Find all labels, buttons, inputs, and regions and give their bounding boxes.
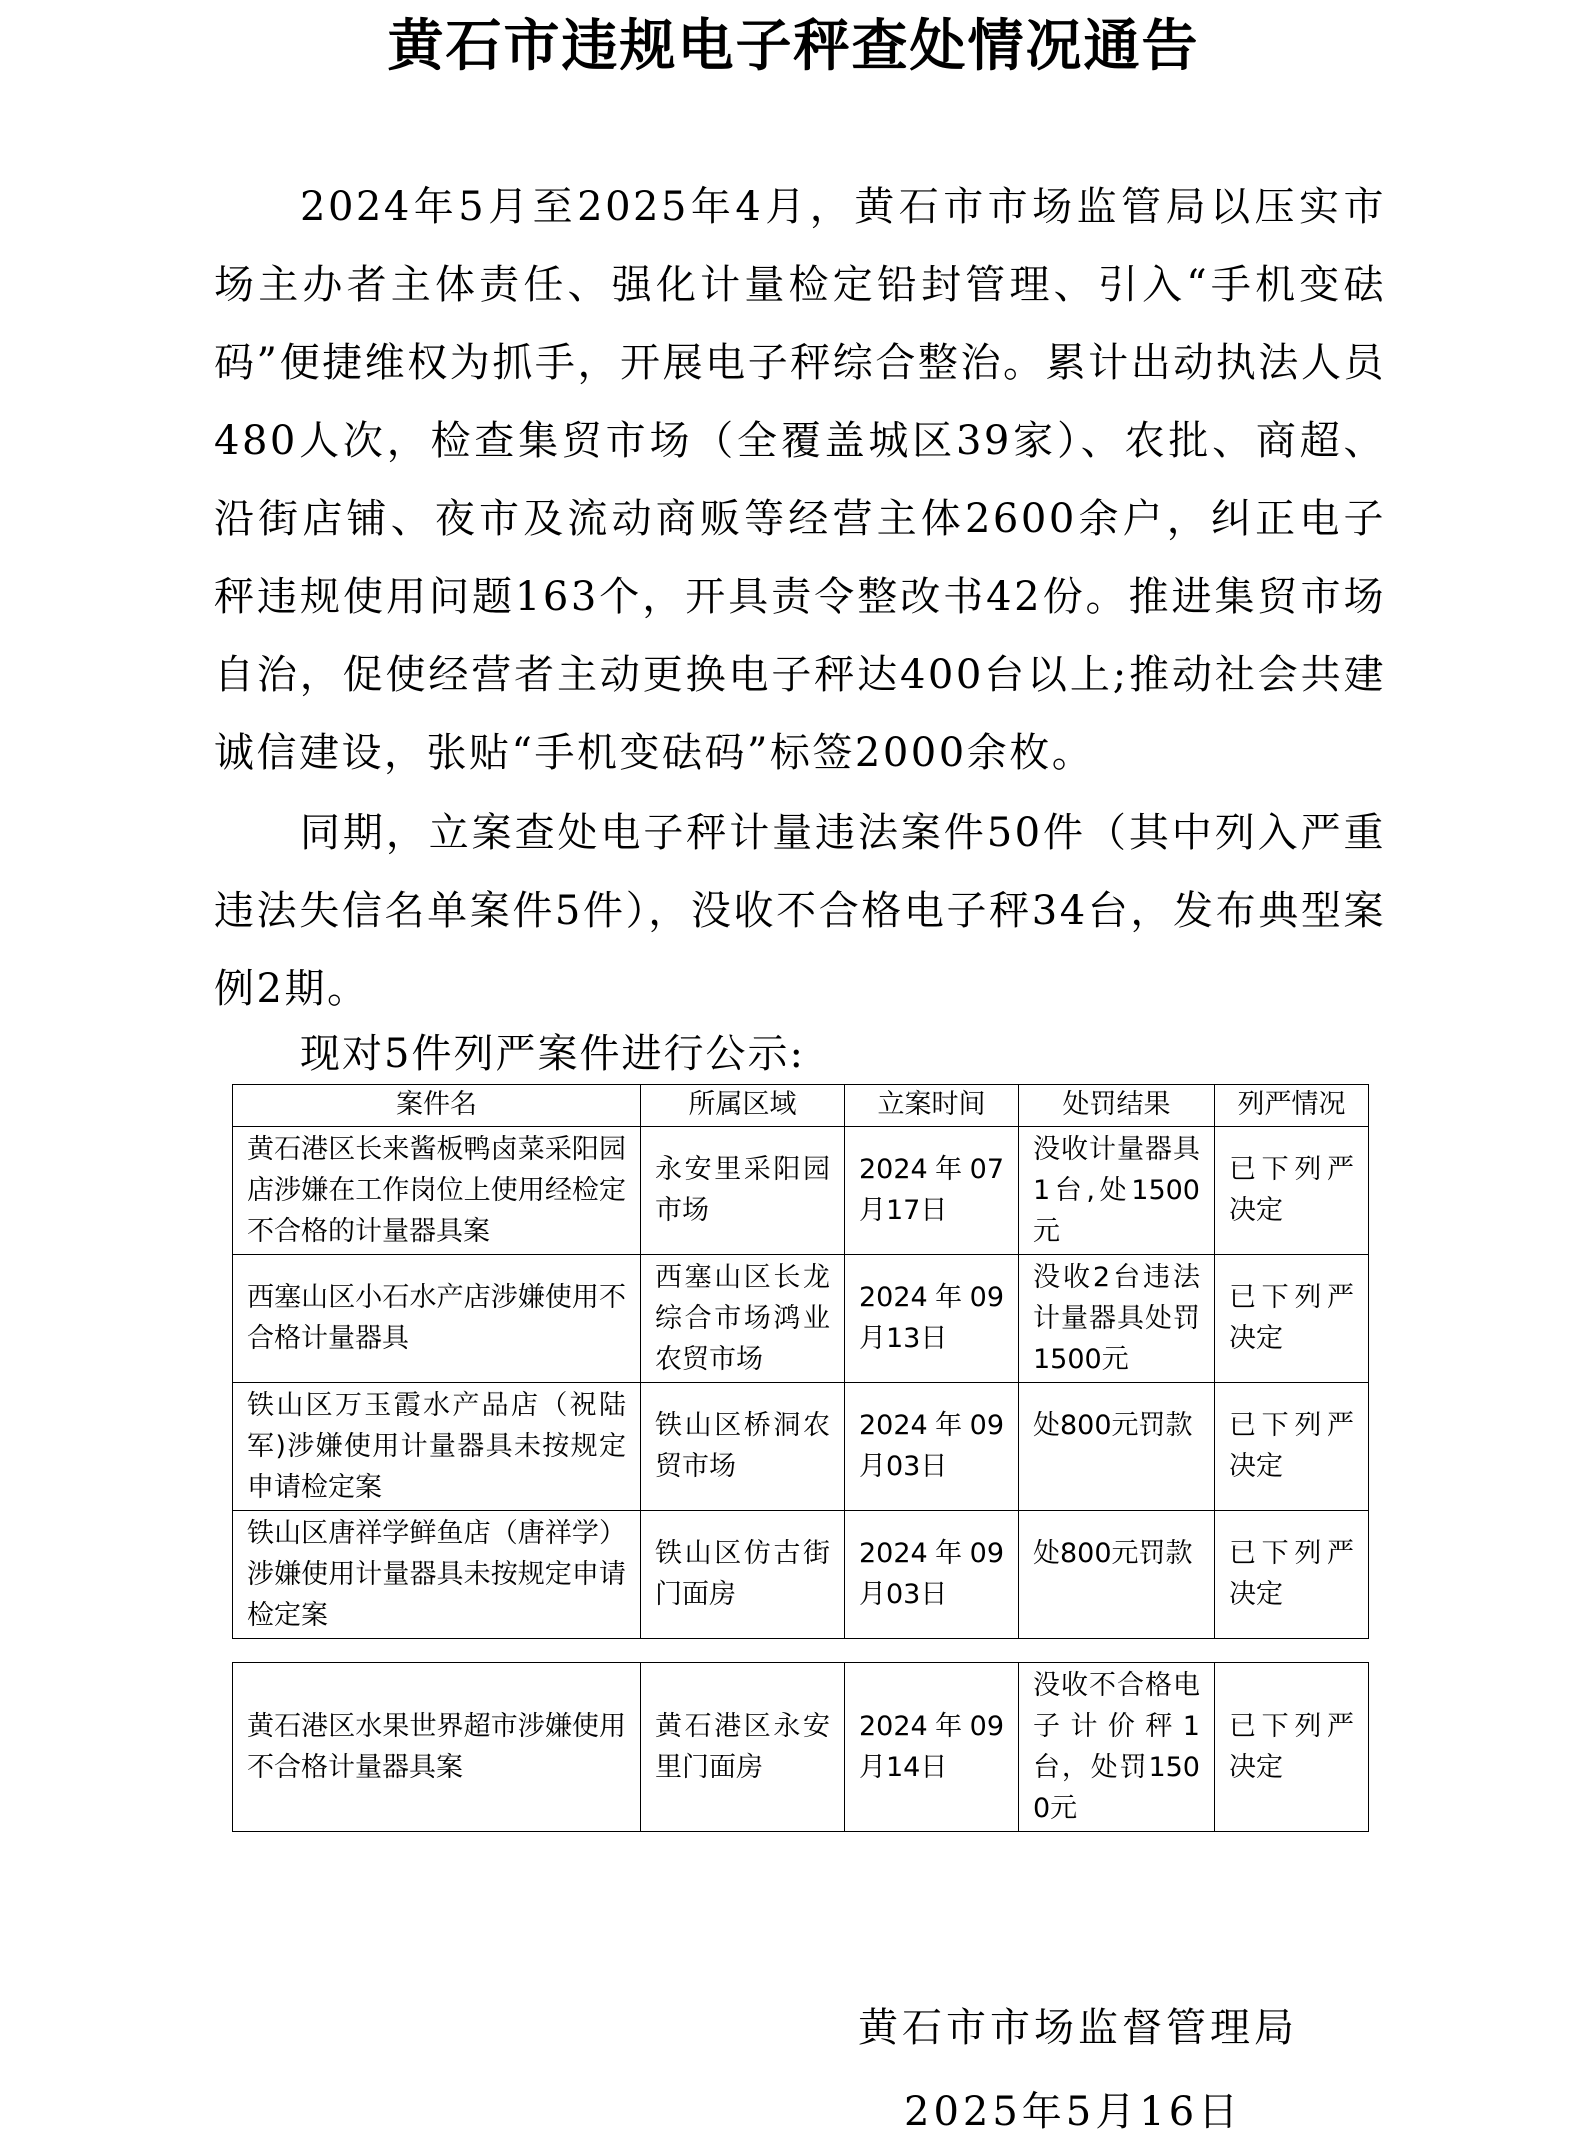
header-listing-status: 列严情况 xyxy=(1215,1085,1369,1127)
header-case-name: 案件名 xyxy=(233,1085,641,1127)
filing-date-cell: 2024年09月03日 xyxy=(845,1511,1019,1639)
table-header-row xyxy=(233,1085,1369,1127)
listing-status-cell: 已下列严决定 xyxy=(1215,1511,1369,1639)
case-name-cell: 黄石港区水果世界超市涉嫌使用不合格计量器具案 xyxy=(233,1663,641,1832)
penalty-cell: 没收2台违法计量器具处罚1500元 xyxy=(1019,1255,1215,1383)
cases-table xyxy=(232,1084,1369,1639)
table-row xyxy=(233,1127,1369,1255)
filing-date-cell: 2024年09月03日 xyxy=(845,1383,1019,1511)
issue-date: 2025年5月16日 xyxy=(904,2089,1243,2135)
header-penalty: 处罚结果 xyxy=(1019,1085,1215,1127)
region-cell: 永安里采阳园市场 xyxy=(641,1127,845,1255)
page-title: 黄石市违规电子秤查处情况通告 xyxy=(387,13,1200,79)
case-name-cell: 铁山区唐祥学鲜鱼店（唐祥学）涉嫌使用计量器具未按规定申请检定案 xyxy=(233,1511,641,1639)
filing-date-cell: 2024年09月13日 xyxy=(845,1255,1019,1383)
issuing-authority: 黄石市市场监督管理局 xyxy=(858,2005,1298,2051)
table-intro: 现对5件列严案件进行公示: xyxy=(300,1031,805,1077)
table-row xyxy=(233,1383,1369,1511)
listing-status-cell: 已下列严决定 xyxy=(1215,1383,1369,1511)
region-cell: 铁山区仿古街门面房 xyxy=(641,1511,845,1639)
region-cell: 黄石港区永安里门面房 xyxy=(641,1663,845,1832)
paragraph-1 xyxy=(214,168,1386,792)
table-row xyxy=(233,1255,1369,1383)
paragraph-2-text: 同期，立案查处电子秤计量违法案件50件（其中列入严重违法失信名单案件5件），没收不合格电子秤34台，发布典型案例2期。 xyxy=(214,810,1386,1012)
region-cell: 西塞山区长龙综合市场鸿业农贸市场 xyxy=(641,1255,845,1383)
paragraph-1-text: 2024年5月至2025年4月，黄石市市场监管局以压实市场主办者主体责任、强化计量检定铅封管理、引入“手机变砝码”便捷维权为抓手，开展电子秤综合整治。累计出动执法人员480人次，检查集贸市场（全覆盖城区39家）、农批、商超、沿街店铺、夜市及流动商贩等经营主体2600余户，纠正电子秤违规使用问题163个，开具责令整改书42份。推进集贸市场自治，促使经营者主动更换电子秤达400台以上;推动社会共建诚信建设，张贴“手机变砝码”标签2000余枚。 xyxy=(214,184,1386,776)
table-row xyxy=(233,1511,1369,1639)
penalty-cell: 处800元罚款 xyxy=(1019,1383,1215,1511)
case-name-cell: 黄石港区长来酱板鸭卤菜采阳园店涉嫌在工作岗位上使用经检定不合格的计量器具案 xyxy=(233,1127,641,1255)
listing-status-cell: 已下列严决定 xyxy=(1215,1255,1369,1383)
penalty-cell: 没收计量器具1台,处1500元 xyxy=(1019,1127,1215,1255)
paragraph-2 xyxy=(214,794,1386,1028)
case-name-cell: 西塞山区小石水产店涉嫌使用不合格计量器具 xyxy=(233,1255,641,1383)
listing-status-cell: 已下列严决定 xyxy=(1215,1127,1369,1255)
region-cell: 铁山区桥洞农贸市场 xyxy=(641,1383,845,1511)
filing-date-cell: 2024年07月17日 xyxy=(845,1127,1019,1255)
header-region: 所属区域 xyxy=(641,1085,845,1127)
header-filing-date: 立案时间 xyxy=(845,1085,1019,1127)
table-row xyxy=(233,1663,1369,1832)
filing-date-cell: 2024年09月14日 xyxy=(845,1663,1019,1832)
penalty-cell: 没收不合格电子计价秤1台，处罚1500元 xyxy=(1019,1663,1215,1832)
penalty-cell: 处800元罚款 xyxy=(1019,1511,1215,1639)
listing-status-cell: 已下列严决定 xyxy=(1215,1663,1369,1832)
case-name-cell: 铁山区万玉霞水产品店（祝陆军)涉嫌使用计量器具未按规定申请检定案 xyxy=(233,1383,641,1511)
cases-table-continued xyxy=(232,1662,1369,1832)
